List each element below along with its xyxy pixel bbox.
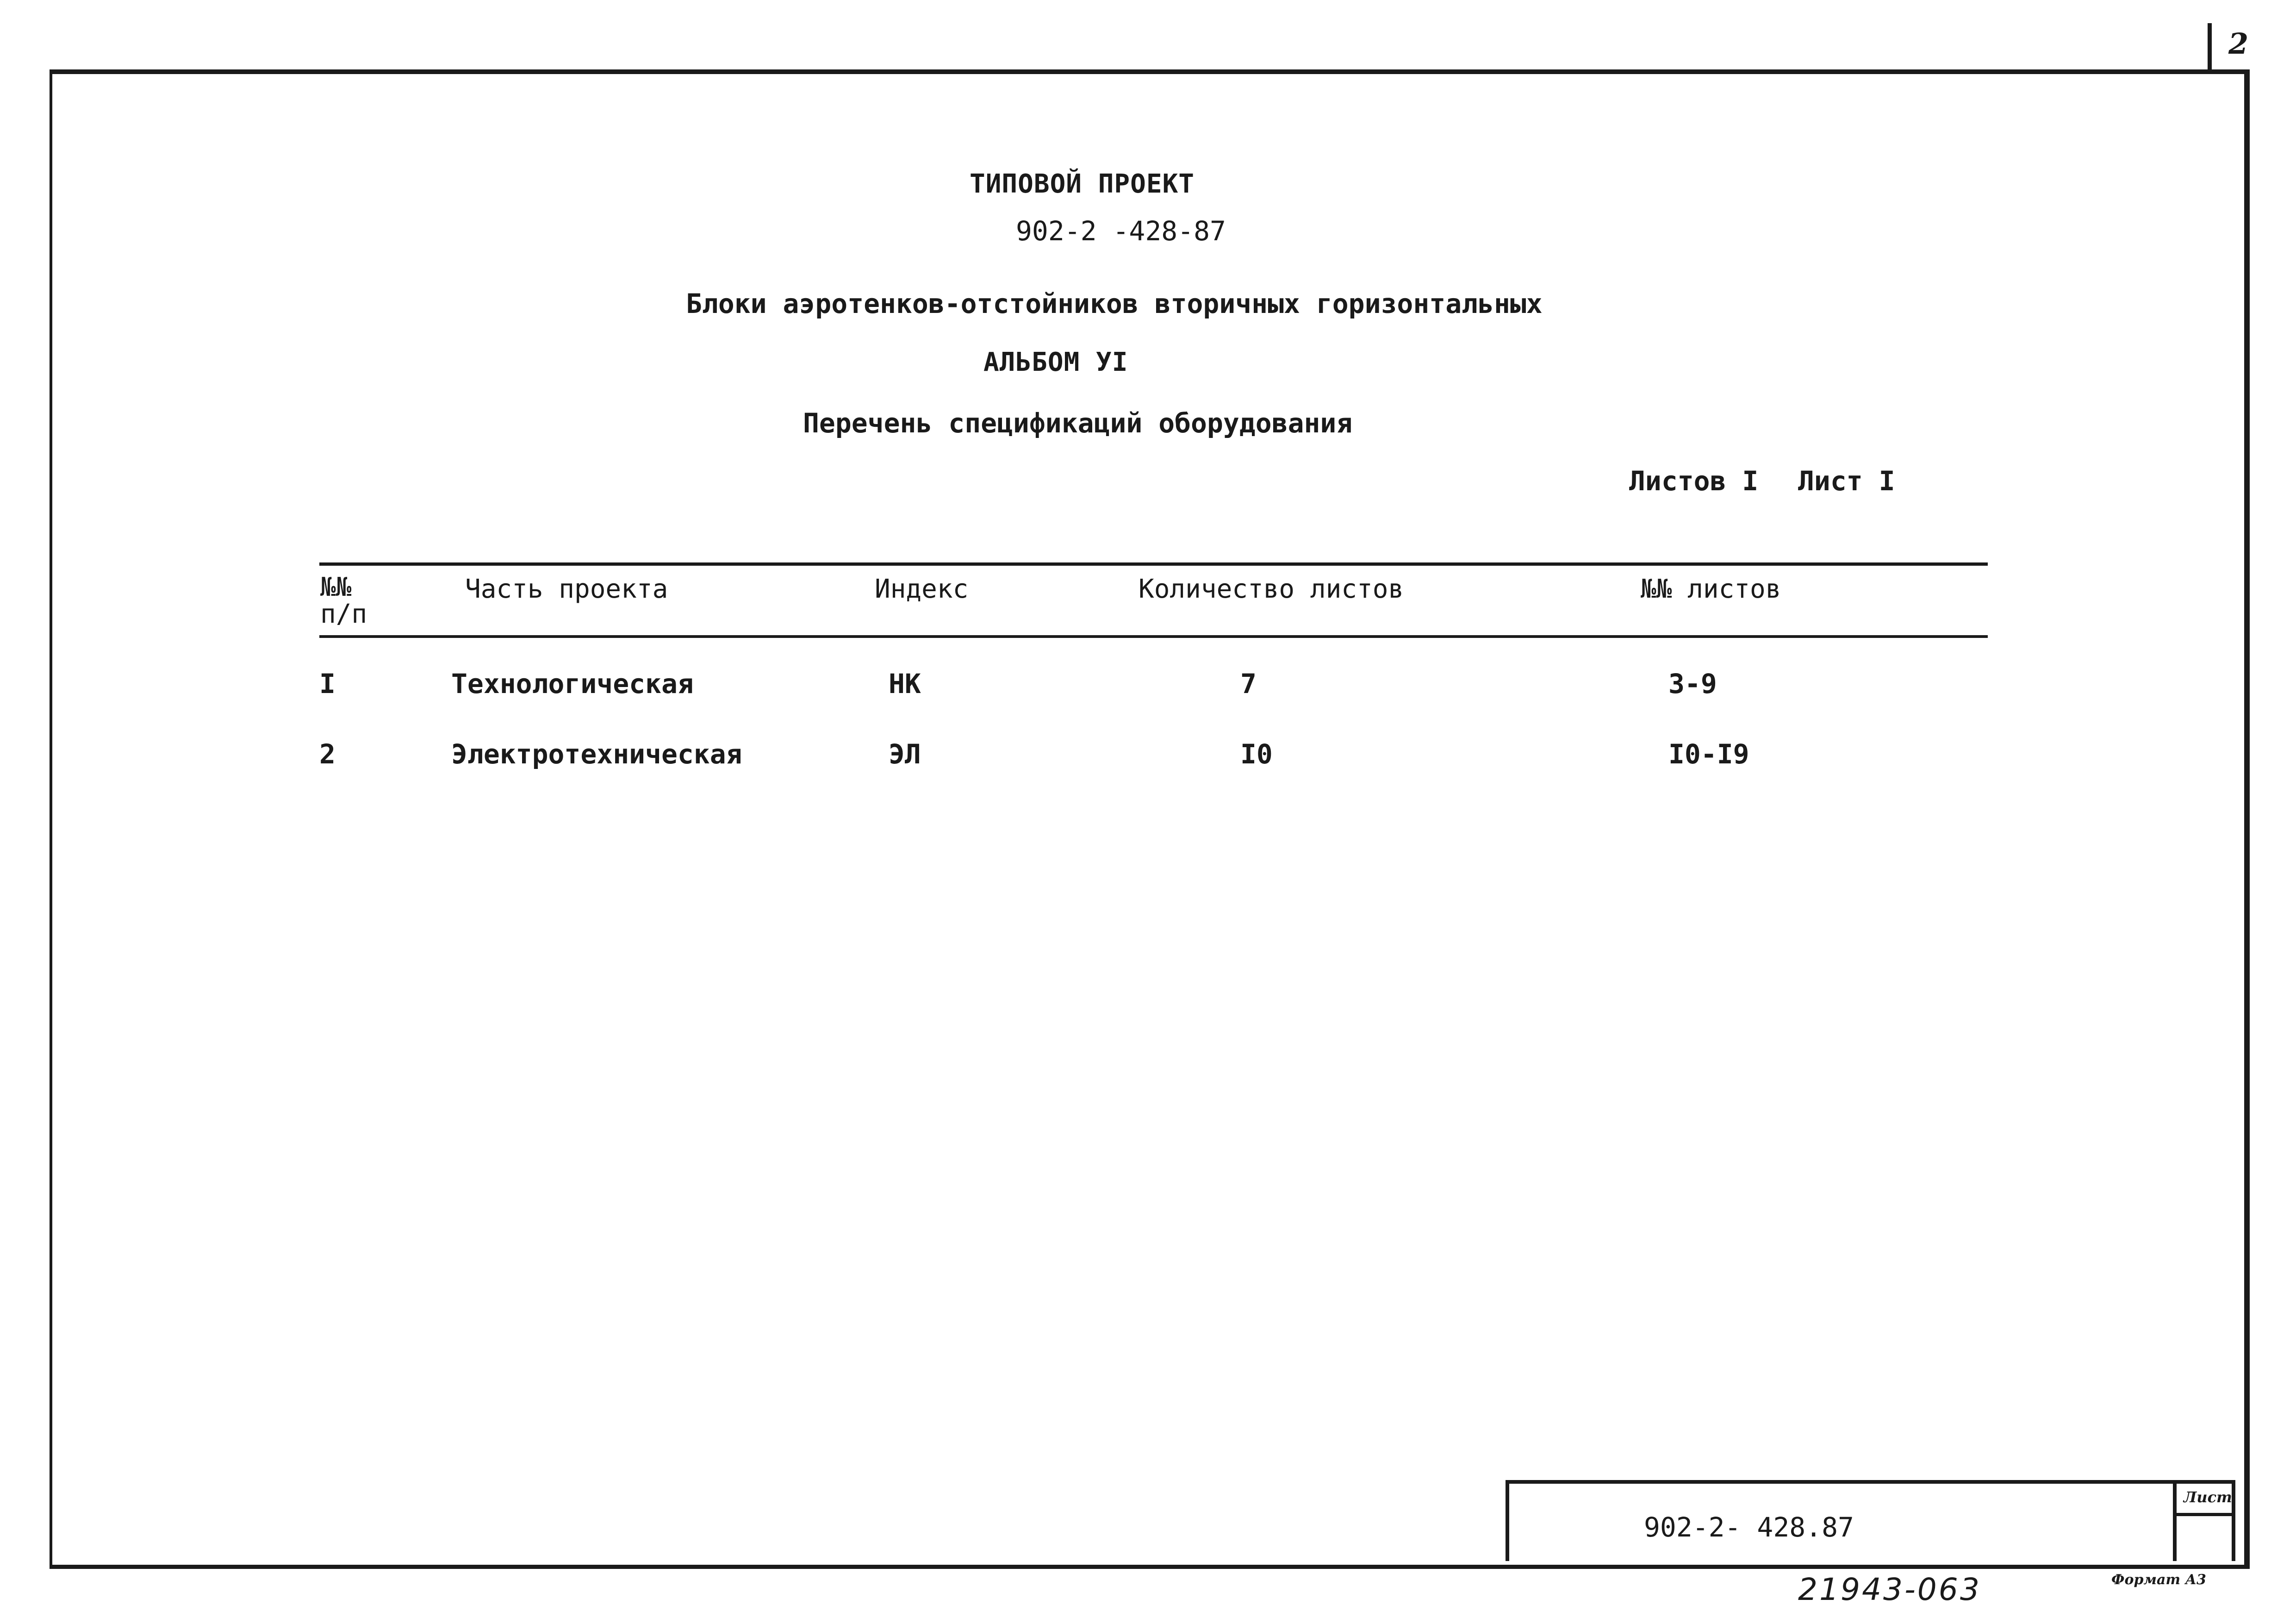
row-sheets: I0-I9 (1668, 738, 1749, 770)
album-label: АЛЬБОМ УI (983, 347, 1128, 377)
project-code: 902-2 -428-87 (1016, 215, 1226, 247)
row-num: 2 (319, 738, 336, 770)
page-number: 3 (1960, 1572, 1981, 1607)
inventory-number: 21943-06 (1798, 1572, 1960, 1607)
column-header-sheets: №№ листов (1641, 574, 1781, 604)
sheet-cell-label: Лист (2184, 1488, 2232, 1506)
row-index: НК (889, 668, 921, 700)
column-header-part: Часть проекта (465, 574, 668, 604)
row-part: Технологическая (451, 668, 694, 700)
sheet-number: Лист I (1798, 465, 1895, 497)
table-top-rule (319, 562, 1988, 566)
column-header-num: №№ п/п (320, 572, 367, 629)
format-label: Формат А3 (2111, 1572, 2206, 1588)
sheet-cell-divider (2173, 1513, 2235, 1516)
row-index: ЭЛ (889, 738, 921, 770)
project-title: Блоки аэротенков-отстойников вторичных горизонтальных (686, 288, 1543, 319)
sheets-total: Листов I (1629, 465, 1759, 497)
row-num: I (319, 668, 336, 700)
row-count: I0 (1240, 738, 1273, 770)
column-header-index: Индекс (875, 574, 969, 604)
project-label: ТИПОВОЙ ПРОЕКТ (970, 169, 1195, 199)
document-subject: Перечень спецификаций оборудования (803, 407, 1353, 439)
table-header-rule (319, 635, 1988, 638)
sheet-corner-number: 2 (2228, 27, 2249, 61)
row-sheets: 3-9 (1668, 668, 1717, 700)
row-part: Электротехническая (451, 738, 742, 770)
corner-tick (2208, 23, 2212, 69)
row-count: 7 (1240, 668, 1257, 700)
column-header-count: Количество листов (1139, 574, 1404, 604)
title-block (1506, 1480, 2235, 1561)
title-block-code: 902-2- 428.87 (1644, 1512, 1854, 1543)
